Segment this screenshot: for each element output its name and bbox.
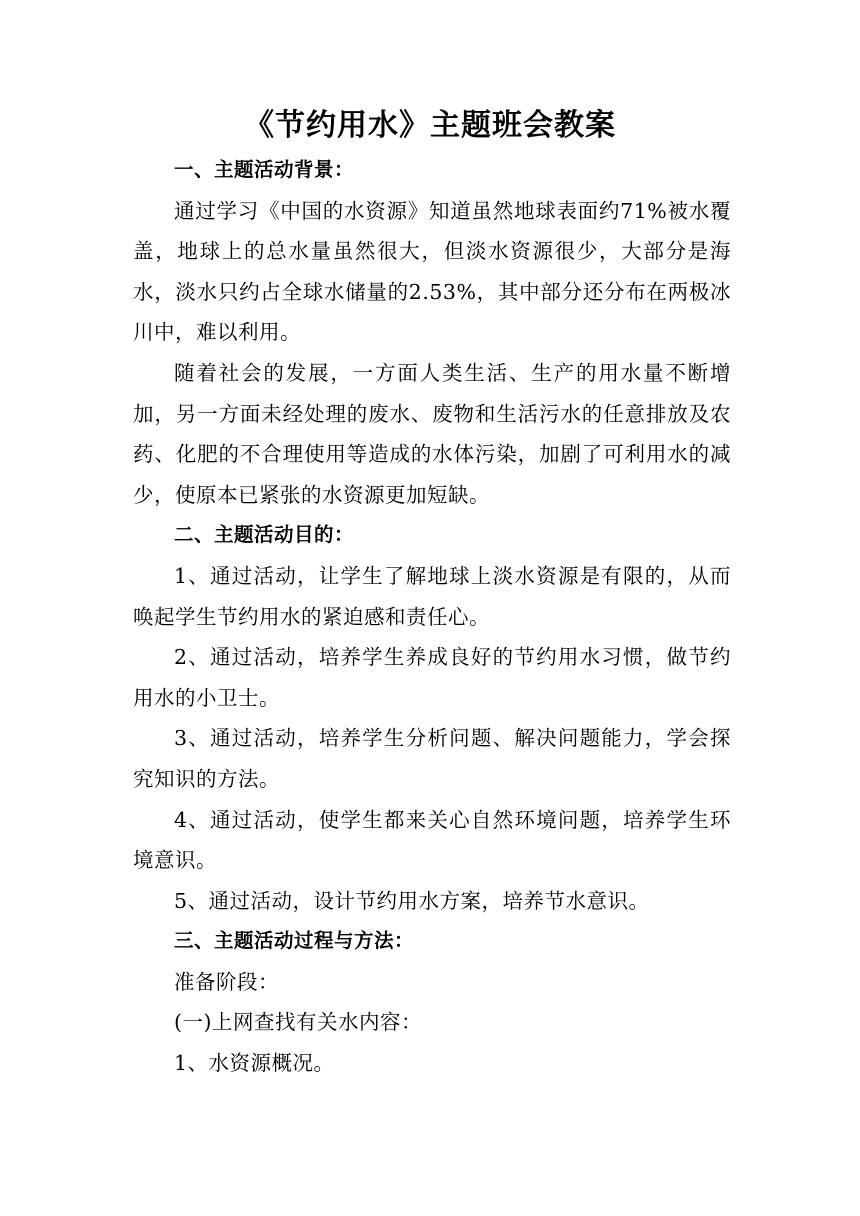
- purpose-item: 2、通过活动，培养学生养成良好的节约用水习惯，做节约用水的小卫士。: [133, 645, 731, 710]
- background-paragraph: 通过学习《中国的水资源》知道虽然地球表面约71%被水覆盖，地球上的总水量虽然很大，但淡水资源很少，大部分是海水，淡水只约占全球水储量的2.53%，其中部分还分布在两极冰川中，难以利用。: [133, 198, 731, 345]
- process-line: 1、水资源概况。: [174, 1051, 335, 1076]
- purpose-item: 1、通过活动，让学生了解地球上淡水资源是有限的，从而唤起学生节约用水的紧迫感和责任心。: [133, 563, 731, 629]
- section-heading-purpose: 二、主题活动目的：: [174, 523, 355, 547]
- purpose-item: 3、通过活动，培养学生分析问题、解决问题能力，学会探究知识的方法。: [133, 726, 731, 791]
- document-body: [133, 150, 731, 1084]
- purpose-item: 5、通过活动，设计节约用水方案，培养节水意识。: [174, 888, 650, 913]
- purpose-item: 4、通过活动，使学生都来关心自然环境问题，培养学生环境意识。: [133, 807, 731, 873]
- process-line: (一)上网查找有关水内容：: [174, 1010, 422, 1035]
- document-title: 《节约用水》主题班会教案: [244, 108, 616, 143]
- section-heading-background: 一、主题活动背景：: [174, 158, 355, 181]
- section-heading-process: 三、主题活动过程与方法：: [174, 929, 415, 953]
- process-line: 准备阶段：: [174, 969, 279, 994]
- background-paragraph: 随着社会的发展，一方面人类生活、生产的用水量不断增加，另一方面未经处理的废水、废物和生活污水的任意排放及农药、化肥的不合理使用等造成的水体污染，加剧了可利用水的减少，使原本已紧张的水资源更加短缺。: [133, 360, 731, 507]
